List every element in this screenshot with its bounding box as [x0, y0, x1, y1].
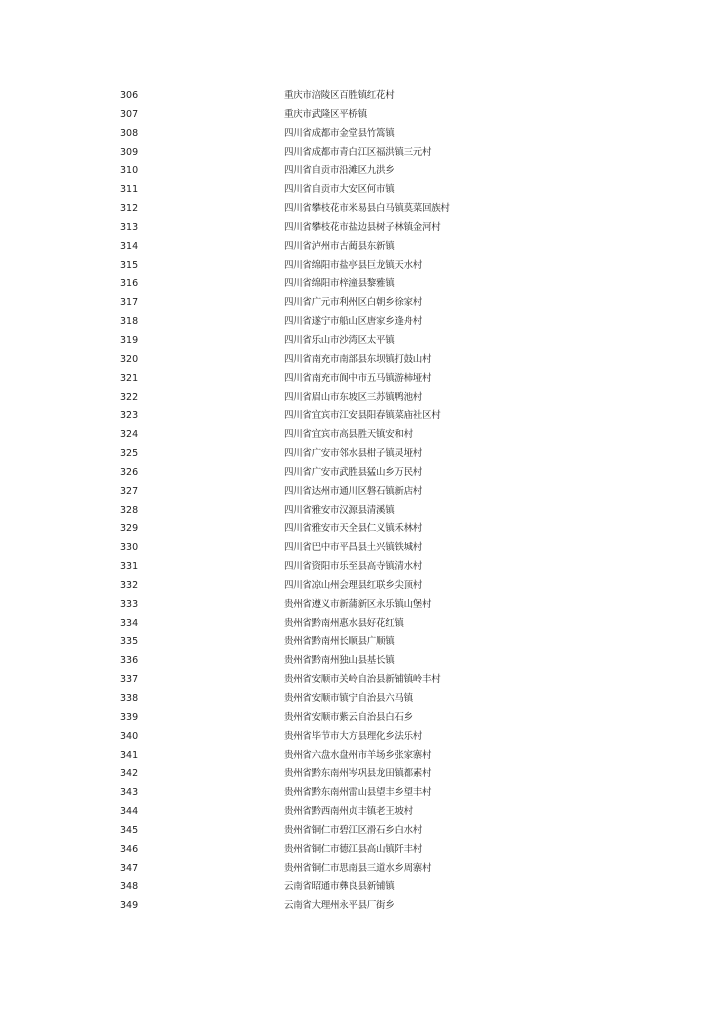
- place-name: 四川省自贡市大安区何市镇: [284, 184, 395, 196]
- list-item: [120, 144, 600, 163]
- row-number: 314: [120, 240, 139, 252]
- place-name: 四川省绵阳市梓潼县黎雅镇: [284, 278, 395, 290]
- list-item: [120, 539, 600, 558]
- list-item: [120, 615, 600, 634]
- row-number: 323: [120, 410, 139, 422]
- row-number: 312: [120, 203, 139, 215]
- list-item: [120, 426, 600, 445]
- list-item: [120, 87, 600, 106]
- row-number: 308: [120, 127, 139, 139]
- row-number: 313: [120, 221, 139, 233]
- row-number: 306: [120, 90, 139, 101]
- place-name: 四川省雅安市天全县仁义镇禾林村: [284, 523, 423, 535]
- place-name: 贵州省铜仁市德江县高山镇阡丰村: [284, 843, 423, 855]
- village-list: [120, 87, 600, 916]
- place-name: 贵州省铜仁市思南县三道水乡周寨村: [284, 862, 432, 874]
- list-item: [120, 747, 600, 766]
- place-name: 贵州省安顺市紫云自治县白石乡: [284, 711, 413, 723]
- place-name: 四川省南充市南部县东坝镇打鼓山村: [284, 353, 432, 365]
- place-name: 四川省攀枝花市盐边县树子林镇金河村: [284, 221, 441, 233]
- row-number: 336: [120, 655, 139, 667]
- place-name: 四川省宜宾市江安县阳春镇菜庙社区村: [284, 410, 441, 422]
- list-item: [120, 294, 600, 313]
- place-name: 四川省达州市通川区磐石镇新店村: [284, 485, 423, 497]
- row-number: 346: [120, 843, 139, 855]
- row-number: 322: [120, 391, 139, 403]
- place-name: 贵州省安顺市镇宁自治县六马镇: [284, 693, 413, 704]
- row-number: 344: [120, 806, 139, 818]
- list-item: [120, 332, 600, 351]
- row-number: 330: [120, 542, 139, 554]
- list-item: [120, 822, 600, 841]
- row-number: 331: [120, 561, 139, 573]
- row-number: 333: [120, 598, 139, 610]
- list-item: [120, 257, 600, 276]
- row-number: 316: [120, 278, 139, 290]
- list-item: [120, 407, 600, 426]
- place-name: 四川省巴中市平昌县土兴镇铁城村: [284, 542, 423, 554]
- list-item: [120, 878, 600, 897]
- row-number: 317: [120, 297, 139, 309]
- row-number: 315: [120, 259, 139, 271]
- place-name: 四川省凉山州会理县红联乡尖顶村: [284, 579, 423, 591]
- list-item: [120, 162, 600, 181]
- list-item: [120, 690, 600, 709]
- place-name: 贵州省安顺市关岭自治县新铺镇岭丰村: [284, 674, 441, 686]
- list-item: [120, 709, 600, 728]
- row-number: 311: [120, 184, 139, 196]
- row-number: 310: [120, 165, 139, 177]
- row-number: 319: [120, 334, 139, 346]
- row-number: 324: [120, 429, 139, 441]
- list-item: [120, 219, 600, 238]
- place-name: 重庆市涪陵区百胜镇红花村: [284, 90, 395, 101]
- row-number: 347: [120, 862, 139, 874]
- list-item: [120, 803, 600, 822]
- row-number: 332: [120, 579, 139, 591]
- list-item: [120, 464, 600, 483]
- place-name: 贵州省黔南州长顺县广顺镇: [284, 636, 395, 648]
- list-item: [120, 502, 600, 521]
- row-number: 329: [120, 523, 139, 535]
- row-number: 337: [120, 674, 139, 686]
- list-item: [120, 652, 600, 671]
- row-number: 340: [120, 730, 139, 742]
- row-number: 326: [120, 466, 139, 478]
- place-name: 贵州省黔东南州雷山县望丰乡望丰村: [284, 787, 432, 799]
- place-name: 云南省大理州永平县厂街乡: [284, 900, 395, 912]
- place-name: 四川省资阳市乐至县高寺镇清水村: [284, 561, 423, 573]
- list-item: [120, 520, 600, 539]
- list-item: [120, 238, 600, 257]
- list-item: [120, 633, 600, 652]
- place-name: 贵州省黔南州独山县基长镇: [284, 655, 395, 667]
- place-name: 贵州省黔东南州岑巩县龙田镇都素村: [284, 768, 432, 780]
- list-item: [120, 370, 600, 389]
- place-name: 四川省泸州市古蔺县东新镇: [284, 240, 395, 252]
- place-name: 云南省昭通市彝良县新铺镇: [284, 881, 395, 893]
- place-name: 贵州省毕节市大方县理化乡法乐村: [284, 730, 423, 742]
- place-name: 贵州省黔南州惠水县好花红镇: [284, 617, 404, 629]
- row-number: 320: [120, 353, 139, 365]
- row-number: 339: [120, 711, 139, 723]
- list-item: [120, 351, 600, 370]
- place-name: 贵州省铜仁市碧江区滑石乡白水村: [284, 824, 423, 836]
- row-number: 307: [120, 108, 139, 120]
- row-number: 343: [120, 787, 139, 799]
- list-item: [120, 596, 600, 615]
- list-item: [120, 897, 600, 916]
- place-name: 四川省广安市邻水县柑子镇灵垭村: [284, 448, 423, 460]
- place-name: 四川省遂宁市船山区唐家乡逢舟村: [284, 316, 423, 328]
- place-name: 四川省广安市武胜县猛山乡万民村: [284, 466, 423, 478]
- row-number: 309: [120, 146, 139, 158]
- row-number: 321: [120, 372, 139, 384]
- list-item: [120, 445, 600, 464]
- row-number: 335: [120, 636, 139, 648]
- place-name: 四川省宜宾市高县胜天镇安和村: [284, 429, 413, 441]
- list-item: [120, 125, 600, 144]
- row-number: 341: [120, 749, 139, 761]
- list-item: [120, 275, 600, 294]
- place-name: 重庆市武隆区平桥镇: [284, 108, 367, 120]
- row-number: 327: [120, 485, 139, 497]
- list-item: [120, 784, 600, 803]
- place-name: 贵州省遵义市新蒲新区永乐镇山堡村: [284, 598, 432, 610]
- place-name: 四川省广元市利州区白朝乡徐家村: [284, 297, 423, 309]
- place-name: 四川省雅安市汉源县清溪镇: [284, 504, 395, 516]
- row-number: 345: [120, 824, 139, 836]
- place-name: 四川省眉山市东坡区三苏镇鸭池村: [284, 391, 423, 403]
- place-name: 四川省自贡市沿滩区九洪乡: [284, 165, 395, 177]
- list-item: [120, 389, 600, 408]
- place-name: 贵州省黔西南州贞丰镇老王坡村: [284, 806, 413, 818]
- list-item: [120, 860, 600, 879]
- list-item: [120, 558, 600, 577]
- place-name: 贵州省六盘水盘州市羊场乡张家寨村: [284, 749, 432, 761]
- list-item: [120, 313, 600, 332]
- list-item: [120, 483, 600, 502]
- list-item: [120, 200, 600, 219]
- row-number: 342: [120, 768, 139, 780]
- row-number: 348: [120, 881, 139, 893]
- list-item: [120, 181, 600, 200]
- list-item: [120, 765, 600, 784]
- list-item: [120, 841, 600, 860]
- place-name: 四川省攀枝花市米易县白马镇莫菜回族村: [284, 203, 450, 215]
- list-item: [120, 671, 600, 690]
- place-name: 四川省成都市青白江区福洪镇三元村: [284, 146, 432, 158]
- place-name: 四川省成都市金堂县竹篙镇: [284, 127, 395, 139]
- list-item: [120, 728, 600, 747]
- place-name: 四川省南充市阆中市五马镇游柿垭村: [284, 372, 432, 384]
- place-name: 四川省乐山市沙湾区太平镇: [284, 334, 395, 346]
- place-name: 四川省绵阳市盐亭县巨龙镇天水村: [284, 259, 423, 271]
- row-number: 334: [120, 617, 139, 629]
- row-number: 349: [120, 900, 139, 912]
- row-number: 328: [120, 504, 139, 516]
- list-item: [120, 106, 600, 125]
- row-number: 338: [120, 693, 139, 704]
- row-number: 325: [120, 448, 139, 460]
- list-item: [120, 577, 600, 596]
- row-number: 318: [120, 316, 139, 328]
